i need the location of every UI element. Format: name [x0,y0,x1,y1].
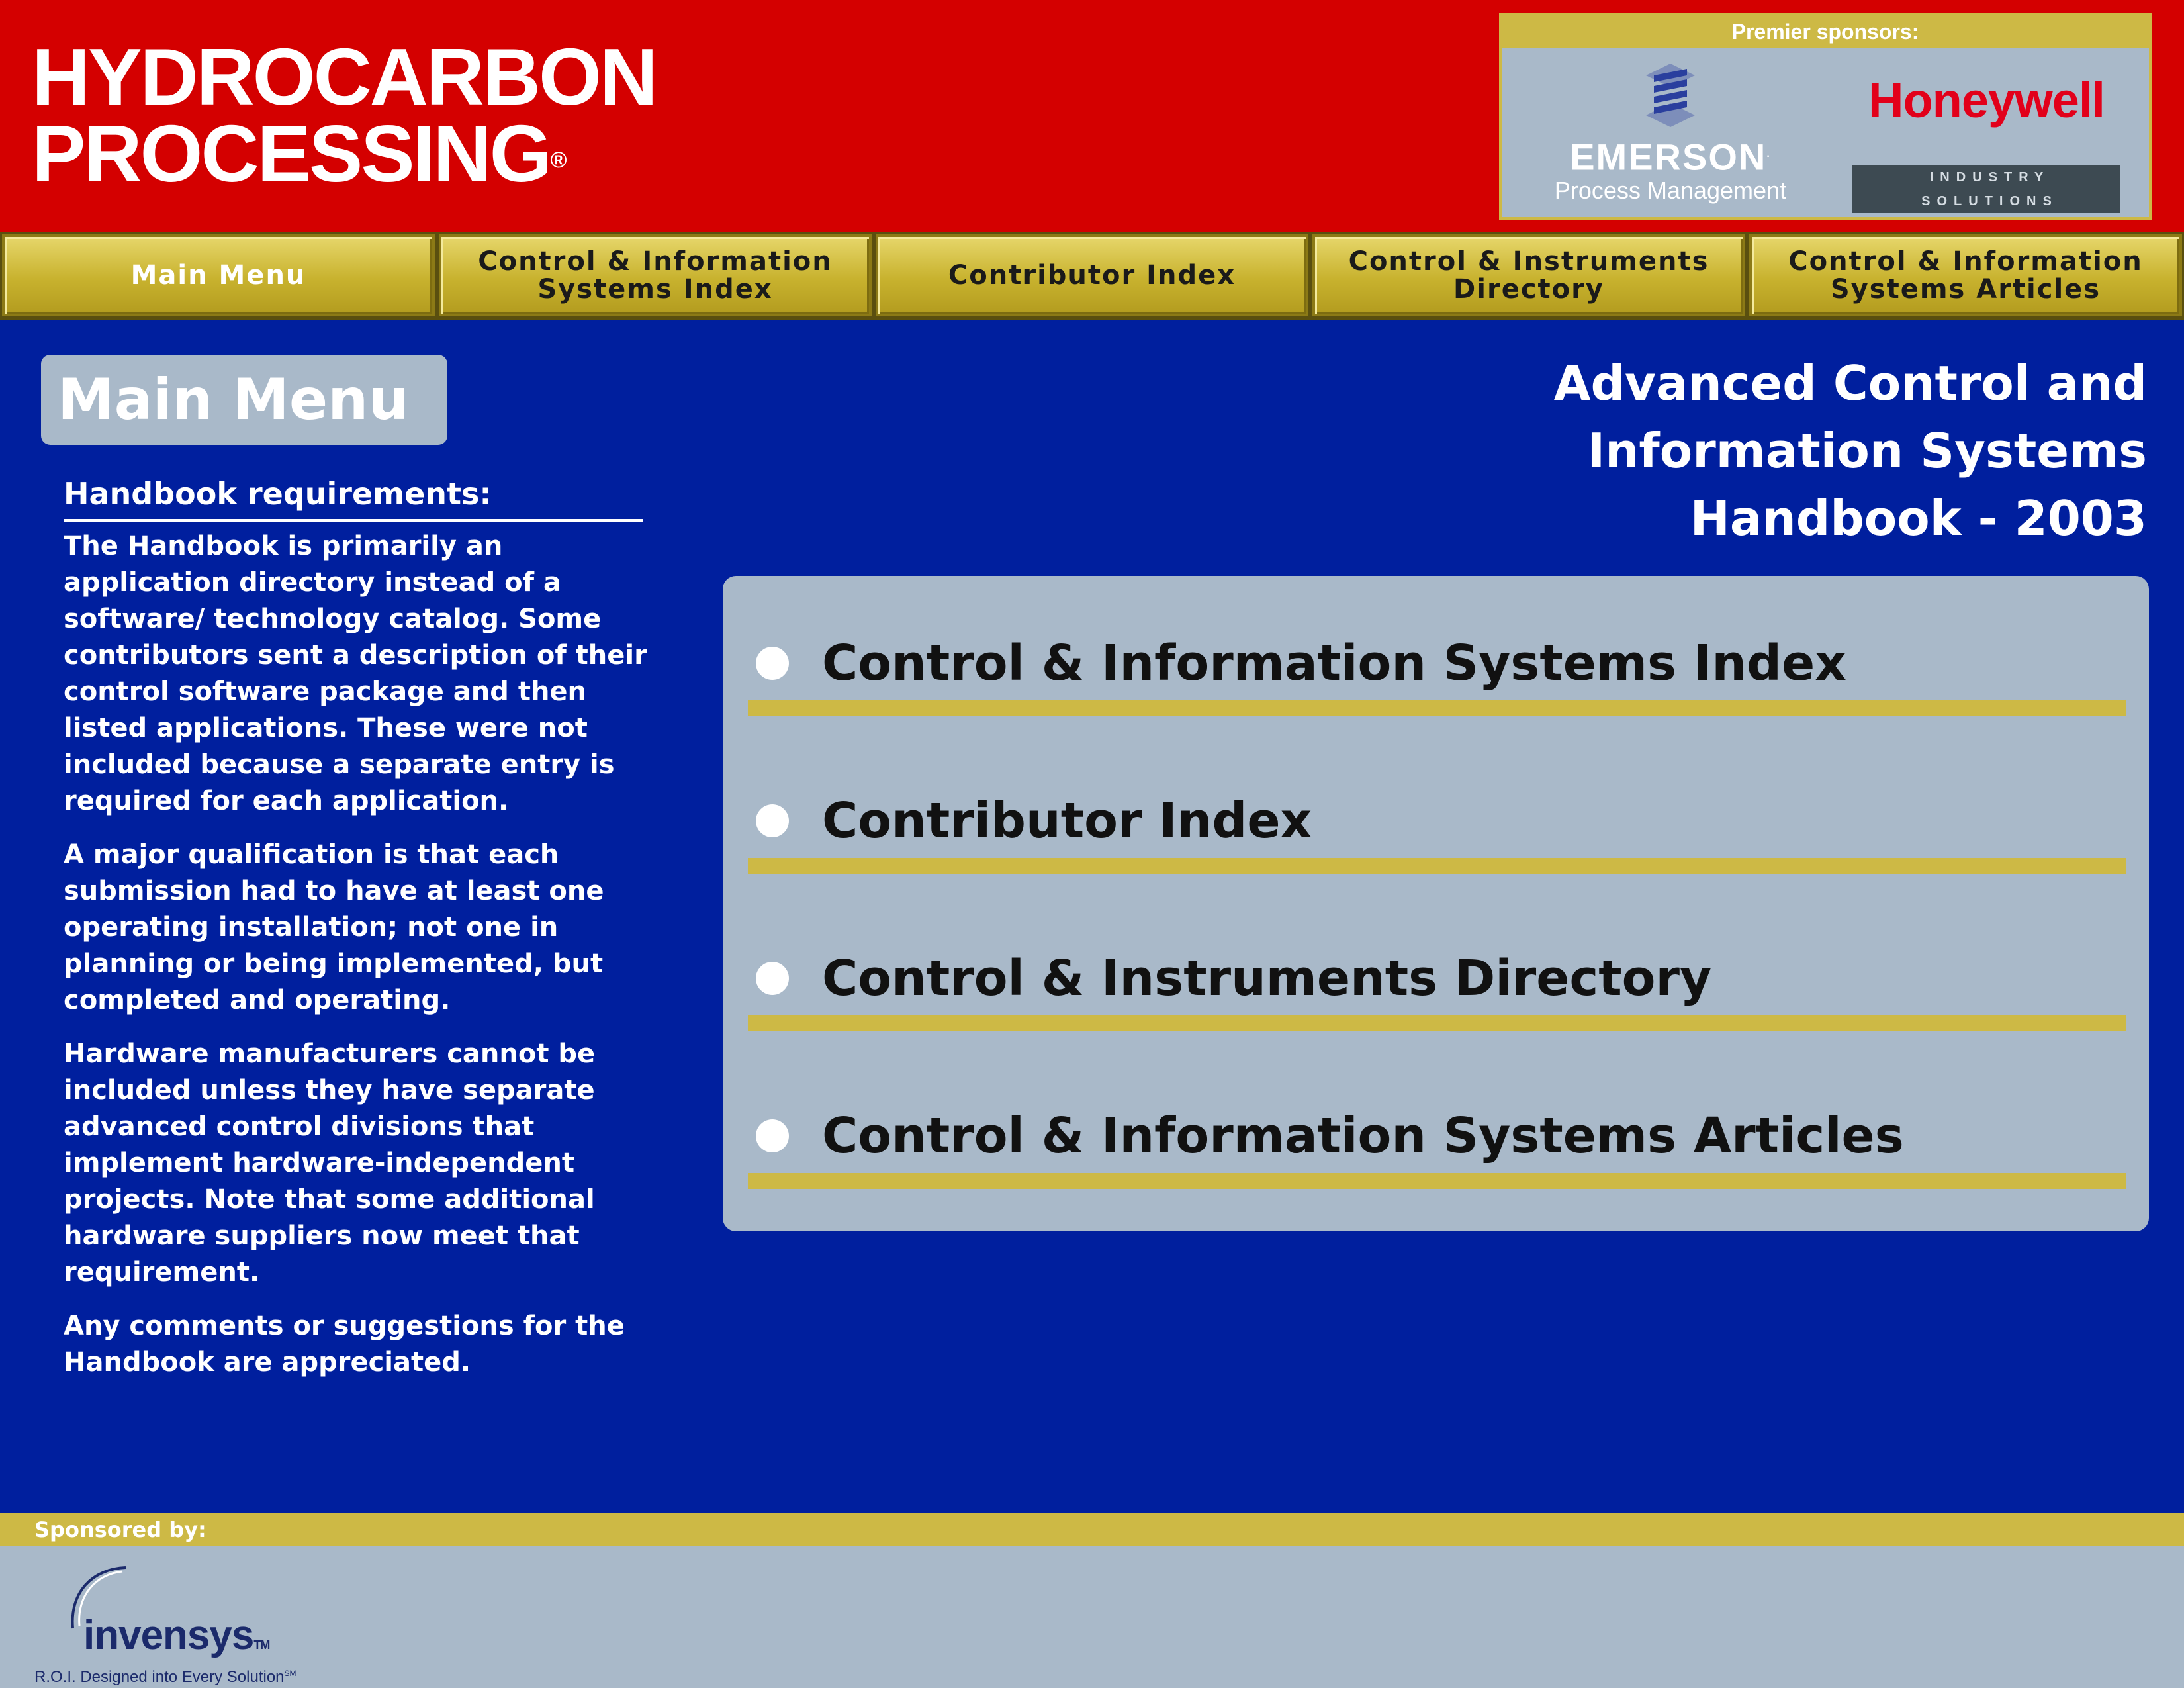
publication-logo [32,32,656,199]
main-menu-panel [723,576,2149,1231]
invensys-tm: TM [253,1638,270,1652]
nav-systems-articles-label: Control & Information Systems Articles [1788,246,2143,305]
premier-sponsors-box [1499,13,2152,220]
emerson-dot: . [1766,148,1771,160]
bullet-icon [756,1119,789,1152]
handbook-title-line-2: Information Systems [1587,423,2147,479]
menu-divider [748,700,2126,716]
honeywell-subtitle: INDUSTRY SOLUTIONS [1852,165,2120,213]
footer [0,1546,2184,1688]
brand-line-2: PROCESSING [32,109,551,199]
menu-divider [748,1173,2126,1189]
sponsored-by-label: Sponsored by: [0,1513,2184,1546]
menu-link-label: Control & Information Systems Index [822,635,1846,692]
emerson-name: EMERSON [1570,136,1767,178]
requirements-heading: Handbook requirements: [64,474,643,522]
registered-mark: ® [550,148,567,173]
emerson-subtitle: Process Management [1554,176,1787,204]
bullet-icon [756,962,789,995]
requirements-paragraph-4: Any comments or suggestions for the Handbook are appreciated. [64,1311,625,1378]
invensys-sm: SM [284,1669,296,1678]
menu-link-contributor-index[interactable] [748,774,2126,867]
bullet-icon [756,804,789,837]
handbook-title-line-3: Handbook - 2003 [1690,491,2147,546]
honeywell-logo [1852,74,2120,213]
page-title-badge: Main Menu [41,355,447,445]
top-navigation [0,232,2184,320]
requirements-text [64,528,659,1398]
menu-link-instruments-directory[interactable] [748,932,2126,1025]
honeywell-name: Honeywell [1868,73,2105,128]
nav-systems-index[interactable] [439,234,872,316]
nav-systems-articles[interactable] [1749,234,2182,316]
menu-divider [748,858,2126,874]
nav-instruments-directory[interactable] [1312,234,1745,316]
menu-link-label: Contributor Index [822,792,1312,849]
invensys-name: invensys [83,1613,254,1658]
brand-line-1: HYDROCARBON [32,32,656,122]
menu-link-systems-index[interactable] [748,617,2126,710]
invensys-tagline: R.O.I. Designed into Every Solution [34,1668,285,1686]
menu-link-systems-articles[interactable] [748,1090,2126,1182]
bullet-icon [756,647,789,680]
nav-main-menu-label: Main Menu [130,260,306,291]
menu-divider [748,1015,2126,1031]
menu-link-label: Control & Information Systems Articles [822,1107,1904,1164]
requirements-paragraph-1: The Handbook is primarily an application directory instead of a software/ technology catalog. Some contributors sent a description of their control software package and then listed applications. These were not included because a separate entry is required for each application. [64,531,647,816]
emerson-mark-icon [1641,62,1700,128]
handbook-title [1353,350,2147,552]
requirements-paragraph-3: Hardware manufacturers cannot be included unless they have separate advanced control divisions that implement hardware-independent projects. Note that some additional hardware suppliers now meet that requirement. [64,1039,596,1288]
header [0,0,2184,232]
emerson-logo [1541,62,1799,205]
nav-instruments-directory-label: Control & Instruments Directory [1348,246,1709,305]
nav-contributor-index[interactable] [876,234,1308,316]
menu-link-label: Control & Instruments Directory [822,950,1712,1007]
requirements-paragraph-2: A major qualification is that each submission had to have at least one operating installation; not one in planning or being implemented, but completed and operating. [64,839,604,1015]
nav-main-menu[interactable] [2,234,435,316]
nav-systems-index-label: Control & Information Systems Index [478,246,833,305]
premier-sponsors-label: Premier sponsors: [1502,16,2149,48]
handbook-title-line-1: Advanced Control and [1553,355,2147,411]
nav-contributor-index-label: Contributor Index [948,260,1236,291]
